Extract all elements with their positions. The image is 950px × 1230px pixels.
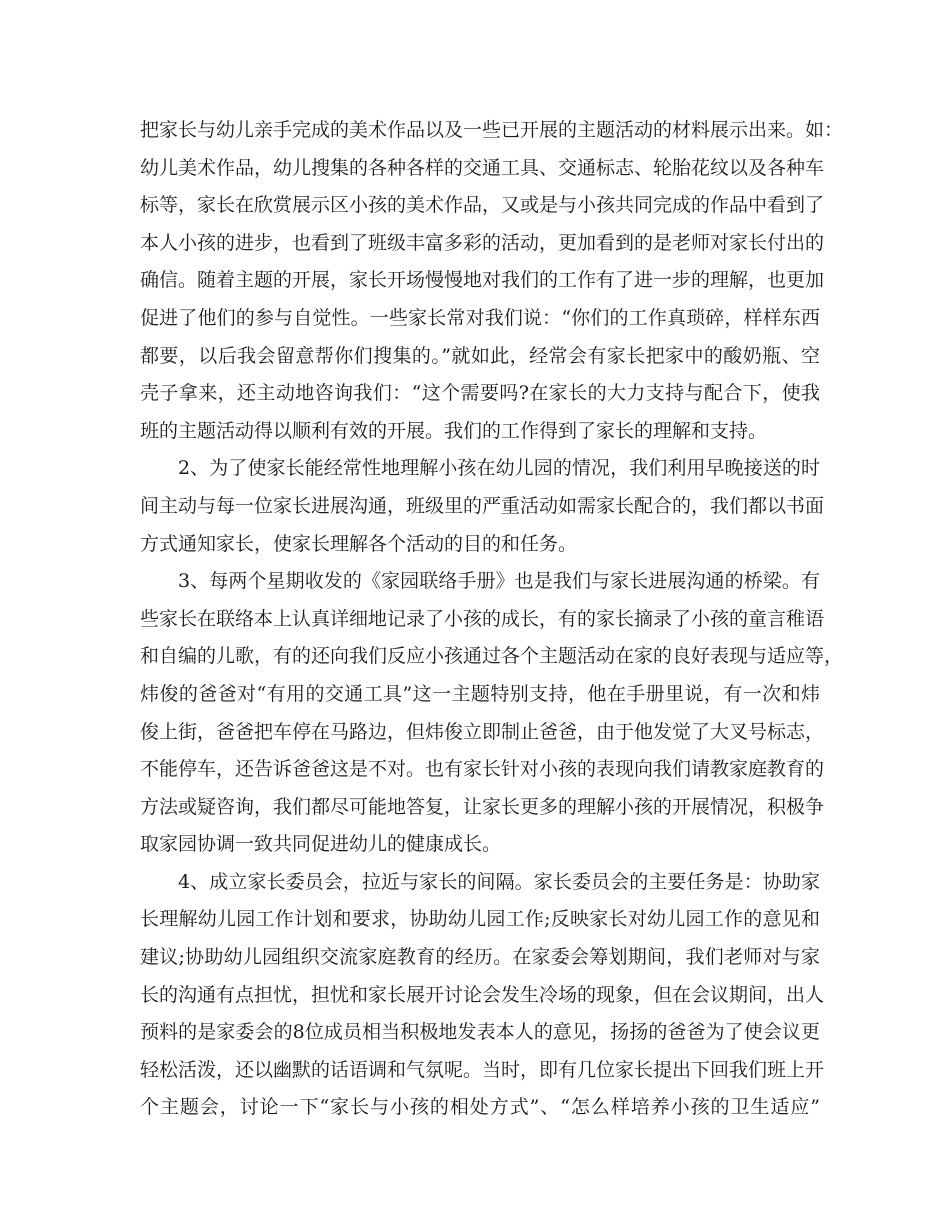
text-line: 壳子拿来，还主动地咨询我们：“这个需要吗?在家长的大力支持与配合下，使我 xyxy=(140,382,820,405)
text-line: 方法或疑咨询，我们都尽可能地答复，让家长更多的理解小孩的开展情况，积极争 xyxy=(140,795,825,818)
text-line: 方式通知家长，使家长理解各个活动的目的和任务。 xyxy=(140,532,578,555)
text-line: 炜俊的爸爸对“有用的交通工具”这一主题特别支持，他在手册里说，有一次和炜 xyxy=(140,682,820,705)
text-line: 确信。随着主题的开展，家长开场慢慢地对我们的工作有了进一步的理解，也更加 xyxy=(140,269,825,292)
text-line: 间主动与每一位家长进展沟通，班级里的严重活动如需家长配合的，我们都以书面 xyxy=(140,494,825,517)
text-line: 俊上街，爸爸把车停在马路边，但炜俊立即制止爸爸，由于他发觉了大叉号标志， xyxy=(140,720,825,743)
text-line: 标等，家长在欣赏展示区小孩的美术作品，又或是与小孩共同完成的作品中看到了 xyxy=(140,194,825,217)
text-line: 轻松活泼，还以幽默的话语调和气氛呢。当时，即有几位家长提出下回我们班上开 xyxy=(140,1058,825,1081)
text-line: 促进了他们的参与自觉性。一些家长常对我们说：“你们的工作真琐碎，样样东西 xyxy=(140,306,820,329)
text-line: 不能停车，还告诉爸爸这是不对。也有家长针对小孩的表现向我们请教家庭教育的 xyxy=(140,758,825,781)
text-line: 4、成立家长委员会，拉近与家长的间隔。家长委员会的主要任务是：协助家 xyxy=(178,870,820,893)
text-line: 取家园协调一致共同促进幼儿的健康成长。 xyxy=(140,833,502,856)
text-line: 2、为了使家长能经常性地理解小孩在幼儿园的情况，我们利用早晚接送的时 xyxy=(178,457,820,480)
text-line: 3、每两个星期收发的《家园联络手册》也是我们与家长进展沟通的桥梁。有 xyxy=(178,570,820,593)
text-line: 幼儿美术作品，幼儿搜集的各种各样的交通工具、交通标志、轮胎花纹以及各种车 xyxy=(140,156,825,179)
text-line: 和自编的儿歌，有的还向我们反应小孩通过各个主题活动在家的良好表现与适应等， xyxy=(140,645,844,668)
text-line: 长理解幼儿园工作计划和要求，协助幼儿园工作;反映家长对幼儿园工作的意见和 xyxy=(140,908,820,931)
text-line: 预料的是家委会的8位成员相当积极地发表本人的意见，扬扬的爸爸为了使会议更 xyxy=(140,1021,820,1044)
text-line: 本人小孩的进步，也看到了班级丰富多彩的活动，更加看到的是老师对家长付出的 xyxy=(140,231,825,254)
text-line: 班的主题活动得以顺利有效的开展。我们的工作得到了家长的理解和支持。 xyxy=(140,419,768,442)
text-line: 个主题会，讨论一下“家长与小孩的相处方式”、“怎么样培养小孩的卫生适应” xyxy=(140,1096,820,1119)
body-text xyxy=(140,112,844,1127)
text-line: 都要，以后我会留意帮你们搜集的。”就如此，经常会有家长把家中的酸奶瓶、空 xyxy=(140,344,820,367)
text-line: 建议;协助幼儿园组织交流家庭教育的经历。在家委会筹划期间，我们老师对与家 xyxy=(140,946,820,969)
text-line: 长的沟通有点担忧，担忧和家长展开讨论会发生冷场的现象，但在会议期间，出人 xyxy=(140,983,825,1006)
text-line: 些家长在联络本上认真详细地记录了小孩的成长，有的家长摘录了小孩的童言稚语 xyxy=(140,607,825,630)
text-line: 把家长与幼儿亲手完成的美术作品以及一些已开展的主题活动的材料展示出来。如： xyxy=(140,119,844,141)
